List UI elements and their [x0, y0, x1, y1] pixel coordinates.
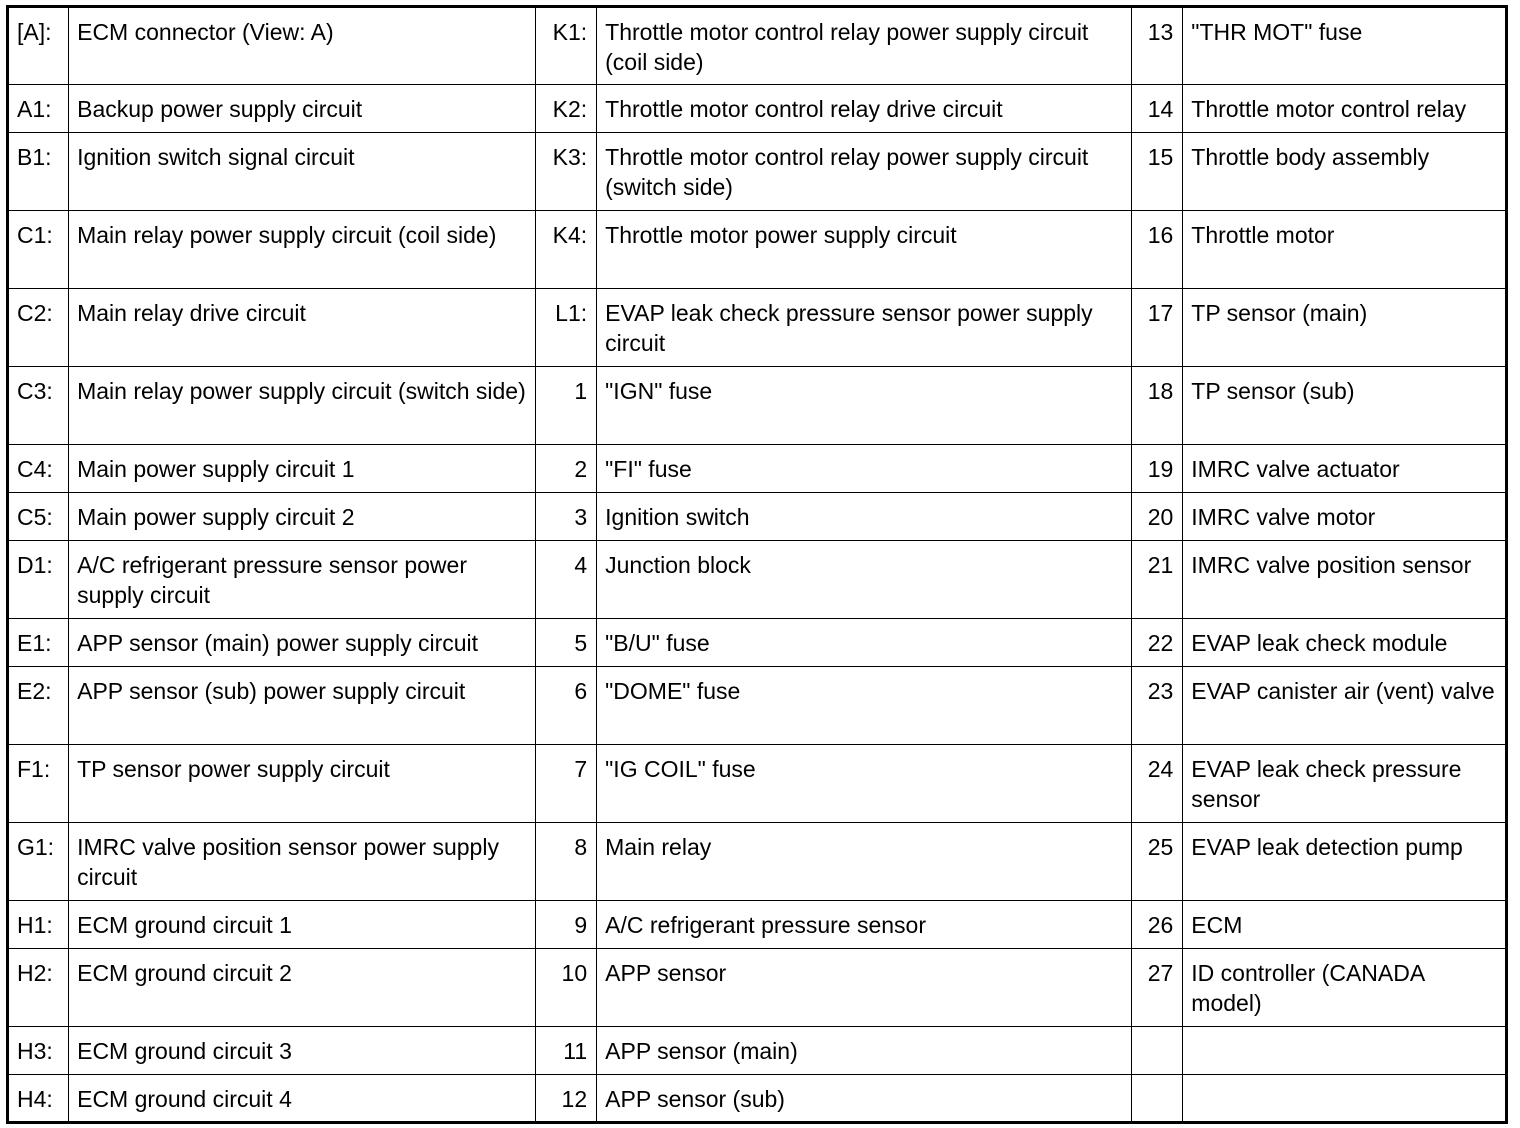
legend-description: Main relay drive circuit [69, 289, 536, 367]
legend-key [1132, 1075, 1183, 1123]
legend-description: ECM [1183, 901, 1507, 949]
legend-key: 2 [536, 445, 597, 493]
legend-description: Main power supply circuit 1 [69, 445, 536, 493]
table-row [8, 211, 1507, 289]
table-row [8, 1075, 1507, 1123]
legend-key: 5 [536, 619, 597, 667]
legend-key: 27 [1132, 949, 1183, 1027]
legend-description: ECM ground circuit 4 [69, 1075, 536, 1123]
legend-key: 7 [536, 745, 597, 823]
legend-key: 20 [1132, 493, 1183, 541]
legend-description: "THR MOT" fuse [1183, 7, 1507, 85]
table-row [8, 289, 1507, 367]
legend-key: 25 [1132, 823, 1183, 901]
legend-description: ID controller (CANADA model) [1183, 949, 1507, 1027]
legend-description: Junction block [597, 541, 1132, 619]
table-row [8, 445, 1507, 493]
legend-description: EVAP leak check module [1183, 619, 1507, 667]
legend-description: Throttle motor control relay [1183, 85, 1507, 133]
legend-key: C2: [8, 289, 69, 367]
legend-description: A/C refrigerant pressure sensor [597, 901, 1132, 949]
table-row [8, 745, 1507, 823]
legend-description: A/C refrigerant pressure sensor power supply circuit [69, 541, 536, 619]
legend-key: K3: [536, 133, 597, 211]
legend-body [8, 7, 1507, 1123]
legend-key: 1 [536, 367, 597, 445]
legend-key: 12 [536, 1075, 597, 1123]
legend-key: 8 [536, 823, 597, 901]
legend-key: H2: [8, 949, 69, 1027]
table-row [8, 85, 1507, 133]
legend-description: EVAP leak check pressure sensor power supply circuit [597, 289, 1132, 367]
legend-description: Main relay [597, 823, 1132, 901]
legend-key: K4: [536, 211, 597, 289]
legend-description: IMRC valve position sensor [1183, 541, 1507, 619]
legend-key: 6 [536, 667, 597, 745]
legend-description: Ignition switch signal circuit [69, 133, 536, 211]
table-row [8, 619, 1507, 667]
legend-key: C1: [8, 211, 69, 289]
legend-key: 3 [536, 493, 597, 541]
legend-key: H3: [8, 1027, 69, 1075]
legend-key: C3: [8, 367, 69, 445]
legend-description: APP sensor [597, 949, 1132, 1027]
legend-key: 9 [536, 901, 597, 949]
legend-description [1183, 1027, 1507, 1075]
legend-description: EVAP leak detection pump [1183, 823, 1507, 901]
table-row [8, 133, 1507, 211]
legend-description: "B/U" fuse [597, 619, 1132, 667]
legend-description: Main power supply circuit 2 [69, 493, 536, 541]
legend-key: 23 [1132, 667, 1183, 745]
table-row [8, 541, 1507, 619]
legend-description: Throttle motor control relay drive circuit [597, 85, 1132, 133]
table-row [8, 1027, 1507, 1075]
legend-description: EVAP leak check pressure sensor [1183, 745, 1507, 823]
legend-description: Throttle motor [1183, 211, 1507, 289]
legend-key: 17 [1132, 289, 1183, 367]
legend-description: ECM ground circuit 1 [69, 901, 536, 949]
legend-description [1183, 1075, 1507, 1123]
legend-description: TP sensor power supply circuit [69, 745, 536, 823]
legend-description: Throttle motor power supply circuit [597, 211, 1132, 289]
legend-key: 16 [1132, 211, 1183, 289]
table-row [8, 367, 1507, 445]
legend-key: 22 [1132, 619, 1183, 667]
legend-description: Main relay power supply circuit (switch side) [69, 367, 536, 445]
legend-key: 24 [1132, 745, 1183, 823]
legend-key: L1: [536, 289, 597, 367]
legend-key: 21 [1132, 541, 1183, 619]
table-row [8, 901, 1507, 949]
table-row [8, 493, 1507, 541]
legend-key: D1: [8, 541, 69, 619]
legend-description: "IG COIL" fuse [597, 745, 1132, 823]
legend-description: ECM connector (View: A) [69, 7, 536, 85]
legend-key: 13 [1132, 7, 1183, 85]
legend-description: TP sensor (main) [1183, 289, 1507, 367]
legend-description: Throttle motor control relay power supply circuit (coil side) [597, 7, 1132, 85]
legend-key: H4: [8, 1075, 69, 1123]
legend-key: E1: [8, 619, 69, 667]
legend-key: H1: [8, 901, 69, 949]
legend-key: [A]: [8, 7, 69, 85]
legend-key: 15 [1132, 133, 1183, 211]
legend-key: 11 [536, 1027, 597, 1075]
legend-key: K1: [536, 7, 597, 85]
legend-key [1132, 1027, 1183, 1075]
legend-description: IMRC valve motor [1183, 493, 1507, 541]
legend-key: B1: [8, 133, 69, 211]
table-row [8, 7, 1507, 85]
table-row [8, 667, 1507, 745]
legend-description: Ignition switch [597, 493, 1132, 541]
table-row [8, 823, 1507, 901]
legend-description: APP sensor (main) power supply circuit [69, 619, 536, 667]
legend-description: APP sensor (main) [597, 1027, 1132, 1075]
legend-key: 10 [536, 949, 597, 1027]
legend-description: TP sensor (sub) [1183, 367, 1507, 445]
legend-description: "DOME" fuse [597, 667, 1132, 745]
legend-description: Backup power supply circuit [69, 85, 536, 133]
legend-key: C4: [8, 445, 69, 493]
legend-table [6, 5, 1508, 1124]
legend-description: ECM ground circuit 3 [69, 1027, 536, 1075]
legend-key: F1: [8, 745, 69, 823]
legend-key: A1: [8, 85, 69, 133]
legend-description: Throttle motor control relay power supply circuit (switch side) [597, 133, 1132, 211]
legend-description: APP sensor (sub) power supply circuit [69, 667, 536, 745]
legend-key: 18 [1132, 367, 1183, 445]
legend-description: Main relay power supply circuit (coil side) [69, 211, 536, 289]
legend-key: 4 [536, 541, 597, 619]
legend-key: K2: [536, 85, 597, 133]
legend-description: IMRC valve position sensor power supply circuit [69, 823, 536, 901]
legend-description: EVAP canister air (vent) valve [1183, 667, 1507, 745]
legend-description: ECM ground circuit 2 [69, 949, 536, 1027]
legend-description: "FI" fuse [597, 445, 1132, 493]
legend-key: G1: [8, 823, 69, 901]
legend-description: APP sensor (sub) [597, 1075, 1132, 1123]
legend-description: IMRC valve actuator [1183, 445, 1507, 493]
legend-key: 14 [1132, 85, 1183, 133]
legend-key: E2: [8, 667, 69, 745]
legend-key: 19 [1132, 445, 1183, 493]
legend-key: C5: [8, 493, 69, 541]
legend-description: "IGN" fuse [597, 367, 1132, 445]
legend-key: 26 [1132, 901, 1183, 949]
table-row [8, 949, 1507, 1027]
legend-description: Throttle body assembly [1183, 133, 1507, 211]
